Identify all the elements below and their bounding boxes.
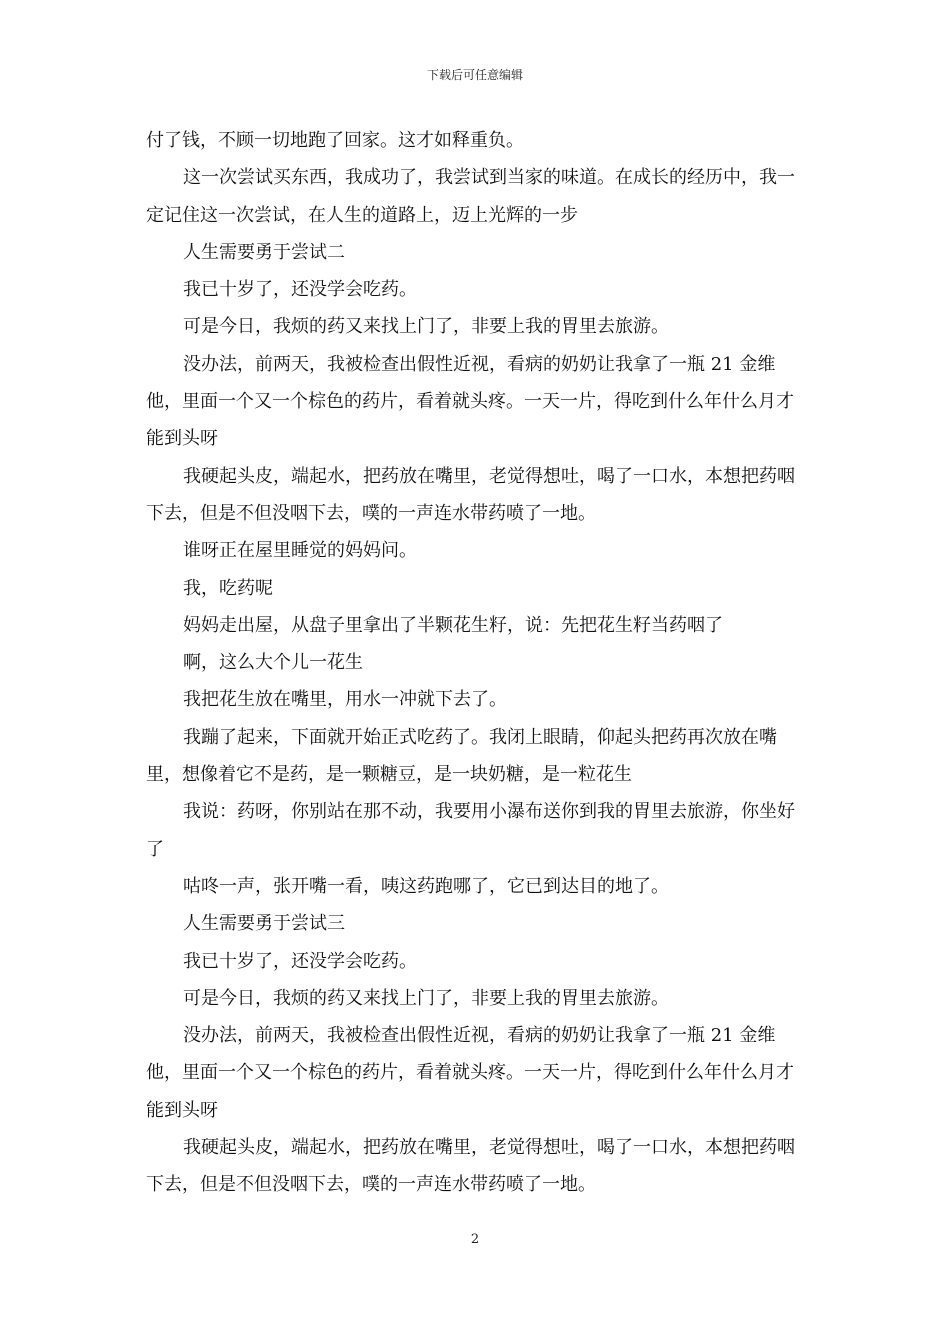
page-number: 2 xyxy=(470,1232,480,1247)
paragraph: 我，吃药呢 xyxy=(183,577,273,599)
paragraph: 我说：药呀，你别站在那不动，我要用小瀑布送你到我的胃里去旅游，你坐好了 xyxy=(146,801,795,860)
document-body xyxy=(146,122,810,1204)
paragraph: 我硬起头皮，端起水，把药放在嘴里，老觉得想吐，喝了一口水，本想把药咽下去，但是不但没咽下去，噗的一声连水带药喷了一地。 xyxy=(146,465,795,524)
paragraph: 我硬起头皮，端起水，把药放在嘴里，老觉得想吐，喝了一口水，本想把药咽下去，但是不但没咽下去，噗的一声连水带药喷了一地。 xyxy=(146,1137,795,1196)
paragraph: 谁呀正在屋里睡觉的妈妈问。 xyxy=(183,540,417,562)
section-heading: 人生需要勇于尝试二 xyxy=(183,241,345,263)
paragraph: 可是今日，我烦的药又来找上门了，非要上我的胃里去旅游。 xyxy=(183,987,669,1009)
paragraph: 这一次尝试买东西，我成功了，我尝试到当家的味道。在成长的经历中，我一定记住这一次尝试，在人生的道路上，迈上光辉的一步 xyxy=(146,167,795,226)
paragraph: 没办法，前两天，我被检查出假性近视，看病的奶奶让我拿了一瓶 21 金维他，里面一个又一个棕色的药片，看着就头疼。一天一片，得吃到什么年什么月才能到头呀 xyxy=(146,1025,794,1121)
page-header: 下载后可任意编辑 xyxy=(426,68,523,82)
paragraph: 咕咚一声，张开嘴一看，咦这药跑哪了，它已到达目的地了。 xyxy=(183,875,669,897)
paragraph: 我已十岁了，还没学会吃药。 xyxy=(183,279,417,301)
paragraph: 我已十岁了，还没学会吃药。 xyxy=(183,950,417,972)
paragraph: 啊，这么大个儿一花生 xyxy=(183,652,363,674)
paragraph: 可是今日，我烦的药又来找上门了，非要上我的胃里去旅游。 xyxy=(183,316,669,338)
paragraph: 我蹦了起来，下面就开始正式吃药了。我闭上眼睛，仰起头把药再次放在嘴里，想像着它不是药，是一颗糖豆，是一块奶糖，是一粒花生 xyxy=(146,726,777,786)
paragraph: 没办法，前两天，我被检查出假性近视，看病的奶奶让我拿了一瓶 21 金维他，里面一个又一个棕色的药片，看着就头疼。一天一片，得吃到什么年什么月才能到头呀 xyxy=(146,353,794,450)
paragraph: 付了钱，不顾一切地跑了回家。这才如释重负。 xyxy=(146,130,524,151)
section-heading: 人生需要勇于尝试三 xyxy=(183,913,345,935)
paragraph: 我把花生放在嘴里，用水一冲就下去了。 xyxy=(183,689,507,711)
paragraph: 妈妈走出屋，从盘子里拿出了半颗花生籽，说：先把花生籽当药咽了 xyxy=(183,614,723,636)
